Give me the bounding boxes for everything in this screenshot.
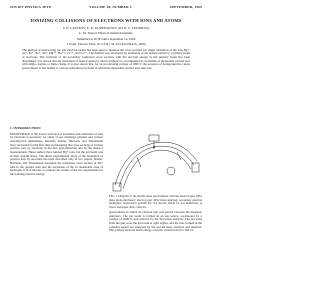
apparatus-diagram: [109, 127, 202, 193]
analyzer-electrode: [167, 167, 175, 175]
abstract: The method of intersecting ion and electron beams has been used to measure the cross sections for single ionization of the ions Hg+, Ar+, Kr+, Xe+, Zn+, Mg++, Ba++, Cs++, and Ca++. The method was developed by ionization of the neutral atoms by a primary beam of electrons. The variation of the secondary ionization cross sections with the electron energy in the primary beam has been determined. It is shown that the ionization of neutral atoms by electron impact is accompanied by formation of metastable excited ions with single, double, or triple charge. It is also shown that, for an accelerating voltage of 2000 V, the presence of background in a mass spectrometer is due mainly to various ionization processes in which the metastable excited ions take part.: [22, 47, 190, 70]
right-paragraph: spectrometer in which an electron gun was placed between the magnetic analyzers. The ion beam is formed in an ion source, accelerated by a voltage of 2000 V, and selected by the first mass analyzer. The electrons from the gun cross the ion beam at right angles, and the ions formed in the collision region are analyzed by the second mass analyzer and detected. The primary electron beam energy could be varied from 0 to 500 eV.: [109, 210, 202, 233]
collector: [192, 163, 199, 172]
paper-page: [10, 4, 202, 296]
figure-1: [109, 127, 202, 193]
journal-reference: J. Exptl. Theoret. Phys. (U.S.S.R.) 56, 423-434 (March, 1969): [66, 42, 146, 47]
issue-date: SEPTEMBER, 1969: [169, 5, 202, 9]
magnet-outline-inner: [123, 150, 191, 189]
paper-authors: S. E. LATYPOV, E. K. KUPRIYANOV, and N. S. YUDINOVA: [62, 26, 150, 30]
left-column: [10, 127, 103, 233]
slit-2: [177, 152, 181, 160]
submission-note: Submitted to JETP editor September 14, 1968: [76, 36, 136, 41]
right-column: [109, 127, 202, 233]
intro-paragraph: KNOWLEDGE of the lowest sections for excitation and ionization of ions by electrons is necessary for study of gas discharge plasmas and various astrophysical phenomena. Recently Dolder, Harrison, and Thonemann have succeeded for the first time in measuring the cross sections of various positive ions by electrons in the first approximation and by the detector measurement. These authors have ionized Hg+ ions, but the ion beam was in their ground states. The direct experimental study of the ionization of positive ions by electrons has been described only in two papers. Dolder, Harrison, and Thonemann measured the ionization cross section of He+ ions in the ground state and the excitation of the 2s metastable state of hydrogen. It is of interest to compare the results of the two experiments for the ionizing electron energy.: [10, 131, 103, 176]
section-heading: 1. INTRODUCTION: [10, 126, 41, 130]
magnet-outline-outer: [115, 142, 197, 185]
running-head: [10, 4, 202, 10]
slit-1: [137, 157, 141, 167]
ion-beam-path: [119, 146, 194, 187]
volume-number: VOLUME 28, NUMBER 3: [89, 5, 132, 9]
electron-gun: [149, 135, 159, 141]
paper-title: IONIZING COLLISIONS OF ELECTRONS WITH IONS AND ATOMS: [30, 18, 182, 23]
figure-caption: FIG. 1. Diagram of the double mass spectrometer with the electron gun. MS1 mass monochromator; electron gun; MS2 mass analyzer; secondary electron multiplier; registration system; E1, E2 electric fields for ion deflection; A lower and upper slits; collector.: [109, 194, 202, 209]
journal-name: SOVIET PHYSICS JETP: [10, 5, 52, 9]
collision-region: [153, 146, 155, 148]
body-columns: [10, 127, 202, 233]
paper-affiliation: L. Ya. Karpov Physical-chemical Institute: [79, 30, 133, 35]
